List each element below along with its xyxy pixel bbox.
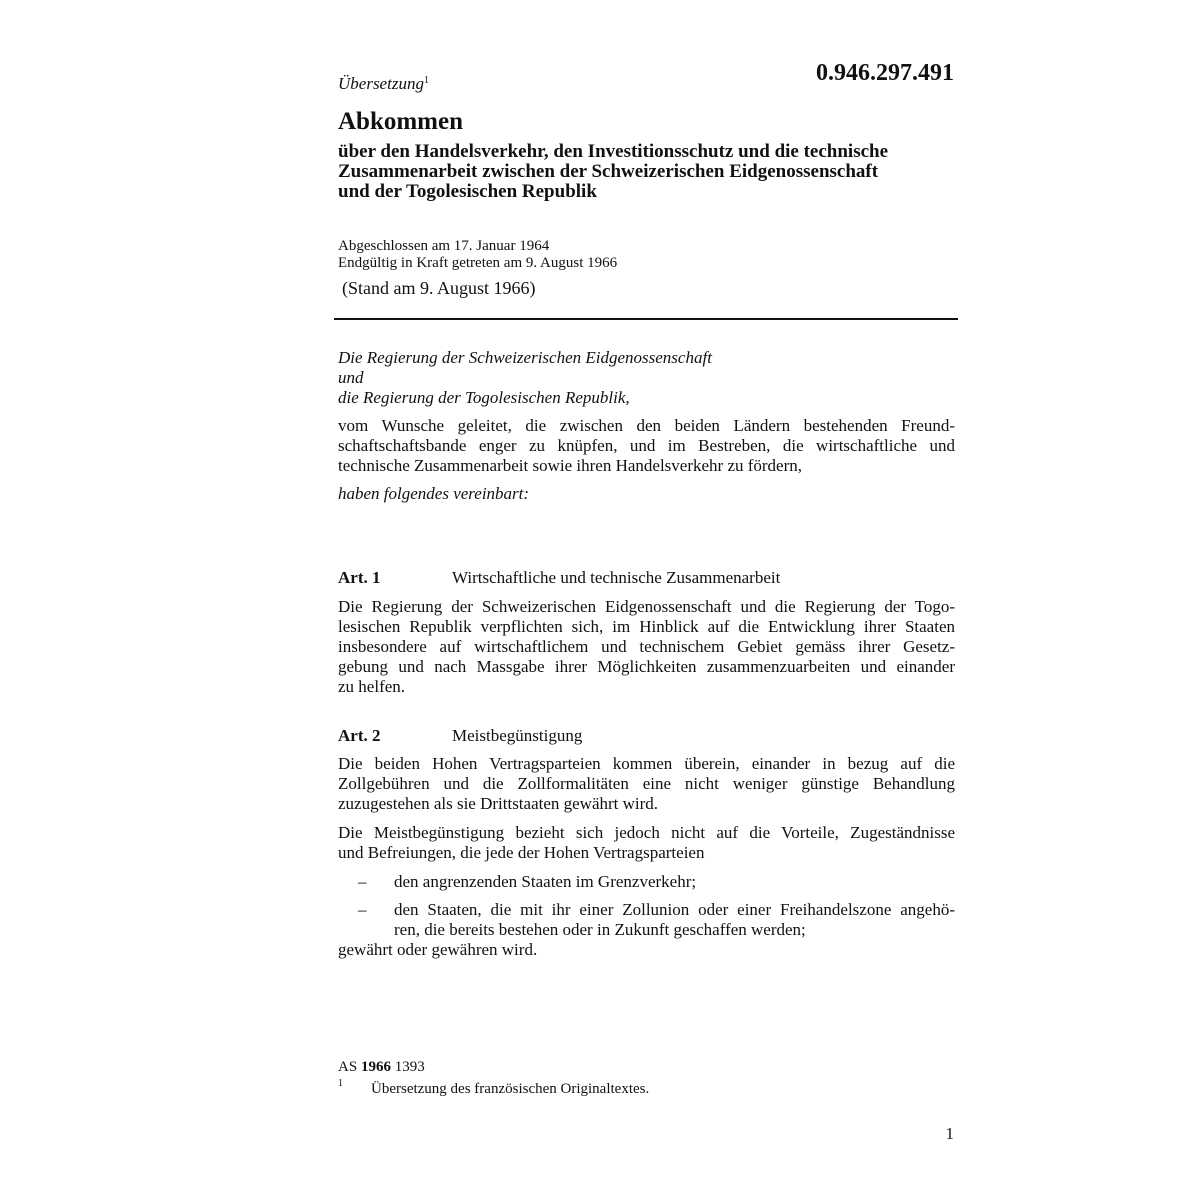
header-divider [334, 318, 958, 320]
subtitle-line: über den Handelsverkehr, den Investitionsschutz und die technische [338, 141, 889, 162]
list-item-text: ren, die bereits bestehen oder in Zukunft geschaffen werden; [394, 920, 806, 939]
article-2-number: Art. 2 [338, 726, 381, 745]
footnote-ref[interactable]: 1 [423, 75, 429, 86]
subtitle-line: Zusammenarbeit zwischen der Schweizerischen Eidgenossenschaft [338, 161, 879, 182]
text-line: Die beiden Hohen Vertragsparteien kommen überein, einander in bezug auf die [338, 754, 955, 773]
party-line: die Regierung der Togolesischen Republik, [338, 388, 630, 407]
page-number: 1 [945, 1124, 954, 1143]
preamble-agreed: haben folgendes vereinbart: [338, 484, 530, 503]
article-1-title: Wirtschaftliche und technische Zusammenarbeit [452, 568, 781, 587]
party-line: und [338, 368, 364, 387]
status-date: (Stand am 9. August 1966) [342, 278, 536, 298]
article-1-body [338, 597, 955, 697]
text-line: vom Wunsche geleitet, die zwischen den beiden Ländern bestehenden Freund- [338, 416, 955, 435]
list-item-1 [394, 872, 955, 892]
party-line: Die Regierung der Schweizerischen Eidgenossenschaft [338, 348, 712, 367]
text-line: zu helfen. [338, 677, 406, 696]
document-title: Abkommen [338, 108, 464, 135]
article-2-paragraph-2 [338, 823, 955, 863]
text-line: technische Zusammenarbeit sowie ihren Handelsverkehr zu fördern, [338, 456, 803, 475]
text-line: Zollgebühren und die Zollformalitäten eine nicht weniger günstige Behandlung [338, 774, 955, 793]
sr-number: 0.946.297.491 [816, 60, 954, 86]
document-subtitle [338, 142, 958, 202]
list-item-text: den angrenzenden Staaten im Grenzverkehr; [394, 872, 697, 891]
footnote-mark: 1 [338, 1078, 343, 1089]
in-force-date: Endgültig in Kraft getreten am 9. August 1966 [338, 255, 618, 271]
preamble-text [338, 416, 955, 476]
as-reference [338, 1059, 425, 1076]
text-line: lesischen Republik verpflichten sich, im Hinblick auf die Entwicklung ihrer Staaten [338, 617, 955, 636]
subtitle-line: und der Togolesischen Republik [338, 181, 597, 202]
article-2-paragraph-1 [338, 754, 955, 814]
article-2-closing: gewährt oder gewähren wird. [338, 940, 538, 959]
list-item-text: den Staaten, die mit ihr einer Zollunion oder einer Freihandelszone angehö- [394, 900, 955, 919]
article-1-number: Art. 1 [338, 568, 381, 587]
footnote-text: Übersetzung des französischen Originaltextes. [371, 1081, 650, 1097]
as-page: 1393 [394, 1059, 425, 1075]
text-line: zuzugestehen als sie Drittstaaten gewährt wird. [338, 794, 659, 813]
text-line: Die Regierung der Schweizerischen Eidgenossenschaft und die Regierung der Togo- [338, 597, 955, 616]
list-item-2 [394, 900, 955, 940]
text-line: insbesondere auf wirtschaftlichem und technischem Gebiet gemäss ihrer Gesetz- [338, 637, 955, 656]
as-prefix: AS [338, 1059, 358, 1075]
article-2-title: Meistbegünstigung [452, 726, 583, 745]
preamble-parties [338, 348, 712, 408]
text-line: schaftschaftsbande enger zu knüpfen, und im Bestreben, die wirtschaftliche und [338, 436, 955, 455]
as-year: 1966 [360, 1059, 391, 1075]
list-dash: – [358, 872, 367, 891]
translation-label-text: Übersetzung [338, 74, 424, 93]
list-dash: – [358, 900, 367, 919]
dates-block [338, 238, 617, 272]
text-line: gebung und nach Massgabe ihrer Möglichkeiten zusammenzuarbeiten und einander [338, 657, 955, 676]
translation-label [338, 74, 429, 94]
concluded-date: Abgeschlossen am 17. Januar 1964 [338, 238, 550, 254]
text-line: und Befreiungen, die jede der Hohen Vertragsparteien [338, 843, 705, 862]
text-line: Die Meistbegünstigung bezieht sich jedoch nicht auf die Vorteile, Zugeständnisse [338, 823, 955, 842]
